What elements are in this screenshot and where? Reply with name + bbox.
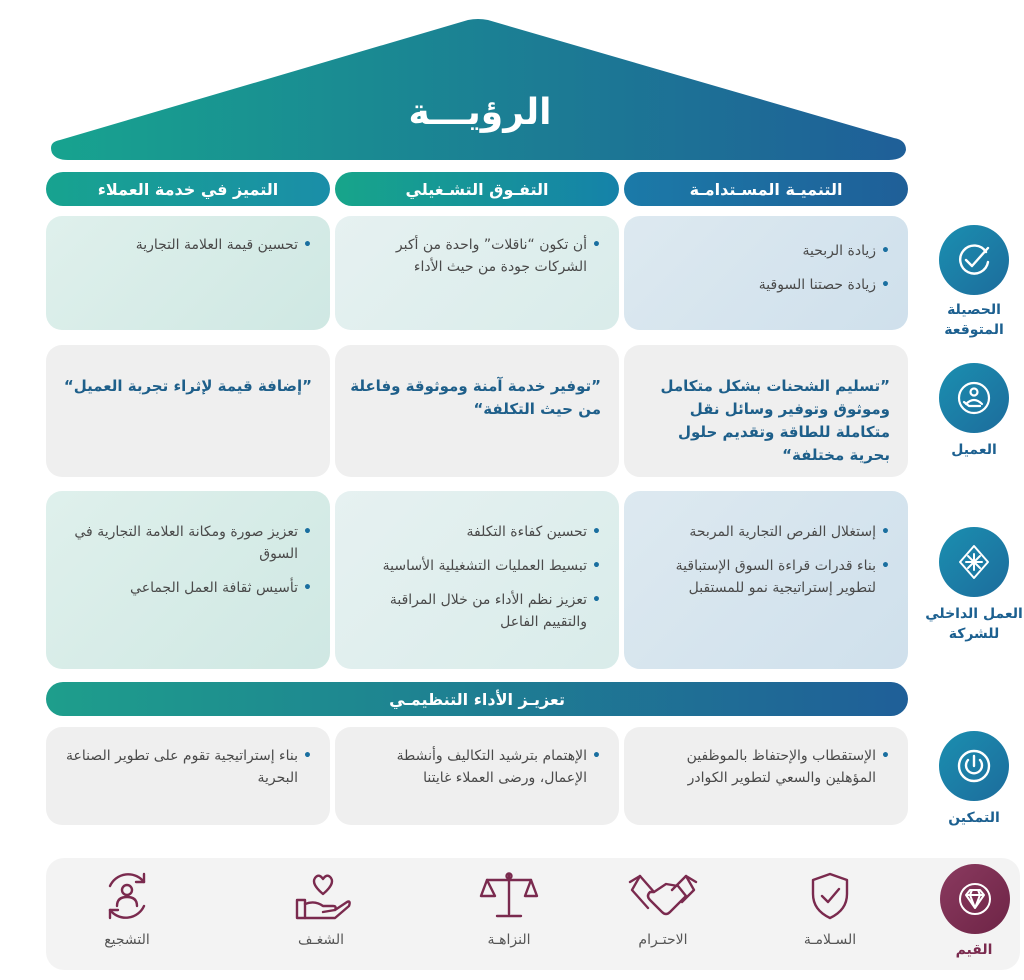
power-icon [939, 731, 1009, 801]
expected-customer-card [46, 216, 330, 330]
list-item: • أن تكون “ناقلات” واحدة من أكبر الشركات جودة من حيث الأداء [349, 234, 587, 278]
enablement-development-card [624, 727, 908, 825]
list-item: • الإستقطاب والإحتفاظ بالموظفين المؤهلين والسعي لتطوير الكوادر [638, 745, 876, 789]
enablement-customer-card [46, 727, 330, 825]
value-label: السـلامـة [803, 932, 857, 948]
row-label-expected: الحصيلة المتوقعة [944, 302, 1004, 338]
value-safety [765, 870, 895, 948]
enablement-operational-card [335, 727, 619, 825]
list-item: • الإهتمام بترشيد التكاليف وأنشطة الإعمال، ورضى العملاء غايتنا [349, 745, 587, 789]
internal-operational-card [335, 491, 619, 669]
quote-text: ”تسليم الشحنات بشكل متكامل وموثوق وتوفير وسائل نقل متكاملة للطاقة وتقديم حلول بحرية مختلفة“ [660, 377, 890, 464]
list-item: • بناء إستراتيجية تقوم على تطوير الصناعة البحرية [60, 745, 298, 789]
scales-icon [479, 870, 539, 922]
list-item: • بناء قدرات قراءة السوق الإستباقية لتطوير إستراتيجية نمو للمستقبل [638, 555, 876, 599]
performance-banner: تعزيـز الأداء التنظيمـي [46, 682, 908, 716]
value-passion [256, 870, 386, 948]
pillar-sustainable-development: التنميـة المسـتدامـة [624, 172, 908, 206]
pillar-operational-excellence: التفـوق التشـغيلي [335, 172, 619, 206]
internal-customer-card [46, 491, 330, 669]
value-label: النزاهـة [487, 932, 531, 948]
internal-development-card [624, 491, 908, 669]
diamond-icon [940, 864, 1010, 934]
value-label: التشجيع [104, 932, 150, 948]
list-item: • إستغلال الفرص التجارية المربحة [638, 521, 876, 543]
client-customer-card [46, 345, 330, 477]
internal-process-icon [939, 527, 1009, 597]
client-development-card [624, 345, 908, 477]
value-label: الشغـف [298, 932, 344, 948]
vision-roof [48, 18, 908, 160]
row-label-client: العميل [951, 442, 997, 458]
person-cycle-icon [100, 870, 154, 922]
list-item: • تعزيز نظم الأداء من خلال المراقبة والتقييم الفاعل [349, 589, 587, 633]
value-respect [598, 870, 728, 948]
quote-text: ”توفير خدمة آمنة وموثوقة وفاعلة من حيث التكلفة“ [350, 377, 601, 418]
list-item: • زيادة الربحية [638, 240, 876, 262]
client-operational-card [335, 345, 619, 477]
list-item: • تحسين كفاءة التكلفة [349, 521, 587, 543]
list-item: • تحسين قيمة العلامة التجارية [60, 234, 298, 256]
value-encouragement [62, 870, 192, 948]
target-check-icon [939, 225, 1009, 295]
client-care-icon [939, 363, 1009, 433]
row-label-enablement: التمكين [948, 810, 1000, 826]
list-item: • تعزيز صورة ومكانة العلامة التجارية في السوق [60, 521, 298, 565]
expected-operational-card [335, 216, 619, 330]
quote-text: ”إضافة قيمة لإثراء تجربة العميل“ [63, 377, 312, 395]
value-label: الاحتـرام [638, 932, 688, 948]
handshake-icon [626, 870, 700, 922]
list-item: • تبسيط العمليات التشغيلية الأساسية [349, 555, 587, 577]
shield-check-icon [805, 870, 855, 922]
list-item: • تأسيس ثقافة العمل الجماعي [60, 577, 298, 599]
row-label-internal: العمل الداخلي للشركة [925, 606, 1023, 642]
list-item: • زيادة حصتنا السوقية [638, 274, 876, 296]
heart-hand-icon [289, 870, 353, 922]
pillar-customer-excellence: التميز في خدمة العملاء [46, 172, 330, 206]
value-integrity [444, 870, 574, 948]
values-label: القيم [955, 942, 993, 958]
expected-development-card [624, 216, 908, 330]
vision-title: الرؤيـــة [408, 92, 552, 133]
